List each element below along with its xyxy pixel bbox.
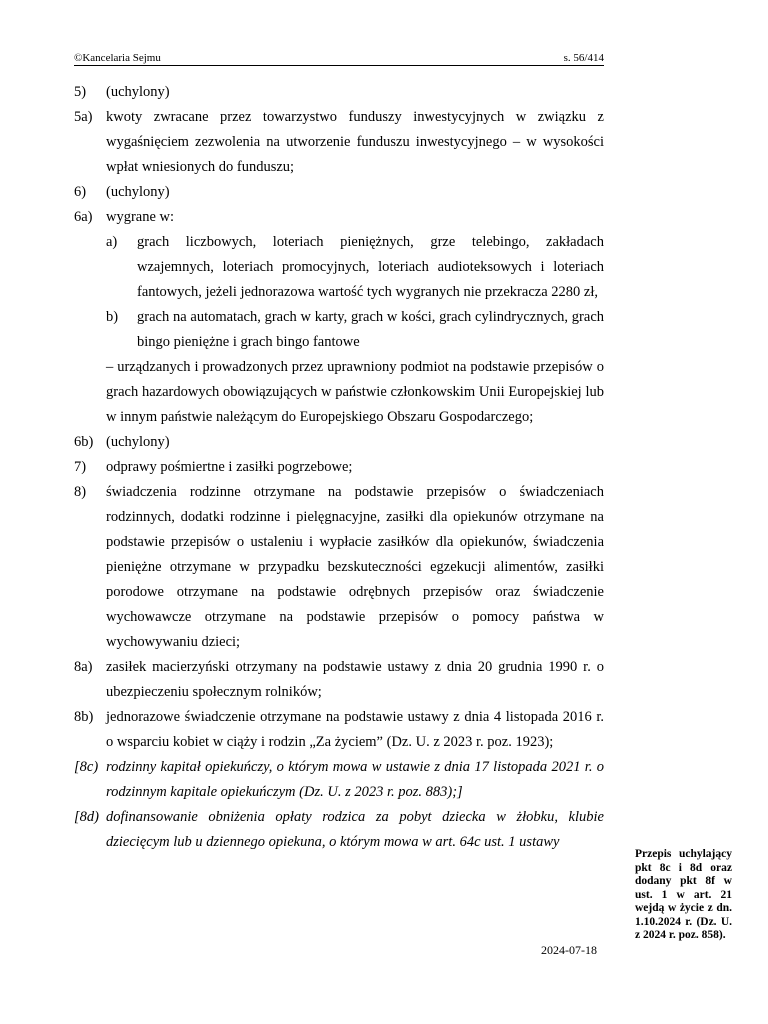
item-text: (uchylony) bbox=[106, 434, 170, 450]
item-number: 7) bbox=[74, 459, 87, 475]
list-item bbox=[74, 80, 604, 105]
list-item bbox=[74, 105, 604, 180]
document-body bbox=[74, 80, 604, 855]
list-item bbox=[74, 705, 604, 755]
item-number: 8b) bbox=[74, 709, 94, 725]
item-text: odprawy pośmiertne i zasiłki pogrzebowe; bbox=[106, 459, 353, 475]
item-number: 5a) bbox=[74, 109, 93, 125]
list-item bbox=[74, 180, 604, 205]
item-text: świadczenia rodzinne otrzymane na podstawie przepisów o świadczeniach rodzinnych, dodatki rodzinne i pielęgnacyjne, zasiłki dla opiekunów otrzymane na podstawie przepisów o ustaleniu i wypłacie zasiłków dla opiekunów, świadczenia pieniężne otrzymane w przypadku bezskuteczności egzekucji alimentów, zasiłki porodowe otrzymane na podstawie odrębnych przepisów oraz świadczenie wychowawcze otrzymane na podstawie przepisów o pomocy państwa w wychowywaniu dzieci; bbox=[106, 484, 604, 650]
item-text: (uchylony) bbox=[106, 84, 170, 100]
margin-note: Przepis uchylający pkt 8c i 8d oraz dodany pkt 8f w ust. 1 w art. 21 wejdą w życie z dn. 1.10.2024 r. (Dz. U. z 2024 r. poz. 858). bbox=[635, 848, 732, 941]
header-publisher: ©Kancelaria Sejmu bbox=[74, 52, 161, 64]
item-text: dofinansowanie obniżenia opłaty rodzica za pobyt dziecka w żłobku, klubie dziecięcym lub u dziennego opiekuna, o którym mowa w art. 64c ust. 1 ustawy bbox=[106, 809, 604, 850]
item-number: 6a) bbox=[74, 209, 93, 225]
item-text: jednorazowe świadczenie otrzymane na podstawie ustawy z dnia 4 listopada 2016 r. o wsparciu kobiet w ciąży i rodzin „Za życiem” (Dz. U. z 2023 r. poz. 1923); bbox=[106, 709, 604, 750]
list-item-repealed-pending bbox=[74, 755, 604, 805]
list-item bbox=[74, 480, 604, 655]
header-page-number: s. 56/414 bbox=[563, 52, 604, 64]
list-item bbox=[74, 205, 604, 430]
sub-item-text: grach na automatach, grach w karty, grach w kości, grach cylindrycznych, grach bingo pieniężne i grach bingo fantowe bbox=[137, 309, 604, 350]
sub-item-text: grach liczbowych, loteriach pieniężnych, grze telebingo, zakładach wzajemnych, loteriach promocyjnych, loteriach audioteksowych i loteriach fantowych, jeżeli jednorazowa wartość tych wygranych nie przekracza 2280 zł, bbox=[137, 234, 604, 300]
list-item bbox=[74, 455, 604, 480]
footer-date: 2024-07-18 bbox=[541, 943, 597, 957]
item-number: 8a) bbox=[74, 659, 93, 675]
item-number: 5) bbox=[74, 84, 87, 100]
item-number: [8c) bbox=[74, 759, 99, 775]
list-item bbox=[74, 430, 604, 455]
item-text: zasiłek macierzyński otrzymany na podstawie ustawy z dnia 20 grudnia 1990 r. o ubezpieczeniu społecznym rolników; bbox=[106, 659, 604, 700]
page-header bbox=[74, 52, 604, 66]
sub-item-letter: b) bbox=[106, 309, 119, 325]
item-text: rodzinny kapitał opiekuńczy, o którym mowa w ustawie z dnia 17 listopada 2021 r. o rodzinnym kapitale opiekuńczym (Dz. U. z 2023 r. poz. 883);] bbox=[106, 759, 604, 800]
item-text: wygrane w: bbox=[106, 209, 175, 225]
sub-item bbox=[106, 305, 604, 355]
sub-item bbox=[106, 230, 604, 305]
sub-item-letter: a) bbox=[106, 234, 118, 250]
item-number: 6) bbox=[74, 184, 87, 200]
item-text: (uchylony) bbox=[106, 184, 170, 200]
list-item bbox=[74, 655, 604, 705]
list-item-repealed-pending bbox=[74, 805, 604, 855]
continuation-text: – urządzanych i prowadzonych przez uprawniony podmiot na podstawie przepisów o grach hazardowych obowiązujących w państwie członkowskim Unii Europejskiej lub w innym państwie należącym do Europejskiego Obszaru Gospodarczego; bbox=[106, 359, 604, 425]
item-number: [8d) bbox=[74, 809, 99, 825]
item-text: kwoty zwracane przez towarzystwo funduszy inwestycyjnych w związku z wygaśnięciem zezwolenia na utworzenie funduszu inwestycyjnego – w wysokości wpłat wniesionych do funduszu; bbox=[106, 109, 604, 175]
item-number: 6b) bbox=[74, 434, 94, 450]
item-number: 8) bbox=[74, 484, 87, 500]
